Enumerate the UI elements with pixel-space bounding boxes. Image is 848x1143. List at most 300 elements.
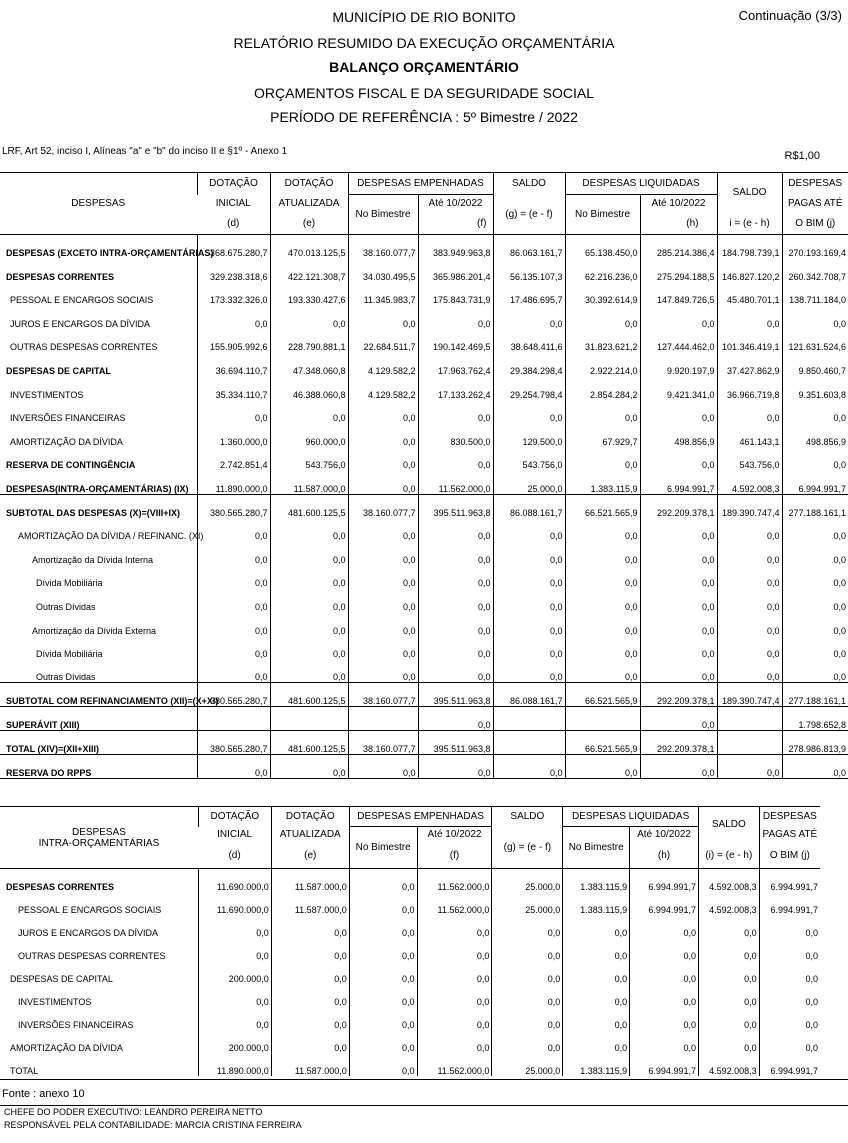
cell-value: 6.994.991,7 xyxy=(630,1053,699,1076)
cell-value: 0,0 xyxy=(565,447,640,471)
row-label: DESPESAS (EXCETO INTRA-ORÇAMENTÁRIAS) xyxy=(6,248,214,259)
col-header-intra-label: INTRA-ORÇAMENTÁRIAS xyxy=(38,837,160,849)
cell-value: 0,0 xyxy=(630,938,699,961)
row-label: DESPESAS CORRENTES xyxy=(6,882,115,892)
cell-value: 0,0 xyxy=(640,565,717,589)
cell-value: 0,0 xyxy=(782,400,848,424)
cell-value: 0,0 xyxy=(759,915,820,938)
cell-value: 0,0 xyxy=(418,755,493,779)
cell-value: 0,0 xyxy=(270,518,348,542)
cell-value: 11.690.000,0 xyxy=(198,892,271,915)
cell-value: 0,0 xyxy=(630,961,699,984)
cell-value: 11.587.000,0 xyxy=(271,1053,349,1076)
cell-value: 189.390.747,4 xyxy=(717,683,782,707)
cell-value: 0,0 xyxy=(271,1030,349,1053)
cell-value: 0,0 xyxy=(349,892,417,915)
cell-value: 0,0 xyxy=(418,612,493,636)
continuation-label: Continuação (3/3) xyxy=(738,8,842,23)
cell-value: 0,0 xyxy=(493,659,565,683)
table-row xyxy=(0,565,848,589)
cell-value: 1.383.115,9 xyxy=(563,1053,630,1076)
cell-value: 0,0 xyxy=(759,1030,820,1053)
cell-value: 0,0 xyxy=(493,755,565,779)
cell-value: 0,0 xyxy=(717,400,782,424)
col-header-h: (h) xyxy=(640,213,717,235)
cell-value: 0,0 xyxy=(565,400,640,424)
cell-value: 0,0 xyxy=(565,518,640,542)
cell-value: 0,0 xyxy=(493,541,565,565)
cell-value: 270.193.169,4 xyxy=(782,235,848,259)
cell-value: 173.332.326,0 xyxy=(197,282,270,306)
cell-value: 0,0 xyxy=(717,659,782,683)
cell-value: 0,0 xyxy=(418,565,493,589)
table-row xyxy=(0,659,848,683)
row-label: PESSOAL E ENCARGOS SOCIAIS xyxy=(18,905,162,915)
cell-value: 0,0 xyxy=(630,915,699,938)
cell-value: 0,0 xyxy=(198,938,271,961)
table-row xyxy=(0,1053,820,1076)
cell-value: 4.592.008,3 xyxy=(717,470,782,494)
col-header-e: (e) xyxy=(270,213,348,235)
executive-signature: CHEFE DO PODER EXECUTIVO: LEANDRO PEREIRA NETTO xyxy=(4,1107,263,1117)
cell-value: 38.160.077,7 xyxy=(348,494,418,518)
budget-table xyxy=(0,172,848,779)
cell-value: 86.088.161,7 xyxy=(493,494,565,518)
cell-value: 101.346.419,1 xyxy=(717,329,782,353)
col-header-d: (d) xyxy=(228,849,241,861)
cell-value xyxy=(493,731,565,755)
cell-value: 0,0 xyxy=(563,1030,630,1053)
cell-value: 6.994.991,7 xyxy=(782,470,848,494)
cell-value: 0,0 xyxy=(782,636,848,660)
cell-value: 0,0 xyxy=(198,915,271,938)
cell-value: 0,0 xyxy=(698,984,759,1007)
cell-value: 0,0 xyxy=(717,612,782,636)
accountant-signature: RESPONSÁVEL PELA CONTABILIDADE: MARCIA CRISTINA FERREIRA xyxy=(4,1120,302,1130)
row-label: JUROS E ENCARGOS DA DÍVIDA xyxy=(18,928,159,938)
cell-value: 146.827.120,2 xyxy=(717,258,782,282)
cell-value: 6.994.991,7 xyxy=(630,869,699,893)
cell-value: 200.000,0 xyxy=(198,961,271,984)
cell-value: 470.013.125,5 xyxy=(270,235,348,259)
cell-value: 0,0 xyxy=(270,755,348,779)
cell-value: 277.188.161,1 xyxy=(782,683,848,707)
cell-value: 0,0 xyxy=(563,915,630,938)
cell-value: 0,0 xyxy=(349,1007,417,1030)
col-header-liquidadas: DESPESAS LIQUIDADAS xyxy=(563,807,699,827)
table-row xyxy=(0,376,848,400)
table-row xyxy=(0,755,848,779)
cell-value: 0,0 xyxy=(197,636,270,660)
row-label: INVERSÕES FINANCEIRAS xyxy=(18,1020,134,1030)
col-header-saldo-g: SALDO xyxy=(492,807,563,827)
cell-value: 38.160.077,7 xyxy=(348,235,418,259)
cell-value: 0,0 xyxy=(348,565,418,589)
table2-bottom-rule xyxy=(0,1079,848,1080)
cell-value: 36.966.719,8 xyxy=(717,376,782,400)
row-label: INVESTIMENTOS xyxy=(18,997,92,1007)
cell-value: 0,0 xyxy=(698,1007,759,1030)
cell-value: 175.843.731,9 xyxy=(418,282,493,306)
col-header-saldo-g: SALDO xyxy=(493,173,565,195)
table-row xyxy=(0,423,848,447)
cell-value: 0,0 xyxy=(493,518,565,542)
cell-value: 0,0 xyxy=(197,755,270,779)
row-label: Dívida Mobiliária xyxy=(36,649,103,660)
col-header-saldo-g-formula: (g) = (e - f) xyxy=(493,195,565,235)
col-header-f: (f) xyxy=(417,843,492,869)
cell-value: 481.600.125,5 xyxy=(270,683,348,707)
cell-value: 0,0 xyxy=(630,1030,699,1053)
cell-value: 0,0 xyxy=(417,961,492,984)
cell-value: 383.949.963,8 xyxy=(418,235,493,259)
cell-value: 0,0 xyxy=(197,588,270,612)
cell-value: 62.216.236,0 xyxy=(565,258,640,282)
table-row xyxy=(0,612,848,636)
cell-value: 0,0 xyxy=(565,636,640,660)
col-header-emp-ate: Até 10/2022 xyxy=(417,827,492,843)
cell-value: 0,0 xyxy=(782,518,848,542)
cell-value: 0,0 xyxy=(717,565,782,589)
row-label: AMORTIZAÇÃO DA DÍVIDA xyxy=(10,436,123,447)
cell-value: 365.986.201,4 xyxy=(418,258,493,282)
table-row xyxy=(0,869,820,893)
col-header-atualizada: ATUALIZADA xyxy=(271,827,349,843)
cell-value: 0,0 xyxy=(348,588,418,612)
cell-value: 4.592.008,3 xyxy=(698,1053,759,1076)
row-label: TOTAL xyxy=(10,1066,39,1076)
cell-value: 0,0 xyxy=(270,588,348,612)
cell-value: 0,0 xyxy=(348,447,418,471)
cell-value: 0,0 xyxy=(565,755,640,779)
cell-value: 2.742.851,4 xyxy=(197,447,270,471)
cell-value: 0,0 xyxy=(492,984,563,1007)
cell-value: 34.030.495,5 xyxy=(348,258,418,282)
row-label: OUTRAS DESPESAS CORRENTES xyxy=(10,342,158,353)
cell-value: 292.209.378,1 xyxy=(640,494,717,518)
cell-value: 0,0 xyxy=(197,659,270,683)
cell-value: 277.188.161,1 xyxy=(782,494,848,518)
cell-value: 2.854.284,2 xyxy=(565,376,640,400)
cell-value: 0,0 xyxy=(640,541,717,565)
cell-value xyxy=(348,707,418,731)
col-header-pagas: DESPESAS xyxy=(782,173,848,195)
table-row xyxy=(0,683,848,707)
col-header-dotacao-inicial: DOTAÇÃO xyxy=(198,807,271,827)
report-subtitle: BALANÇO ORÇAMENTÁRIO xyxy=(329,59,519,75)
cell-value: 1.383.115,9 xyxy=(563,892,630,915)
cell-value: 0,0 xyxy=(640,707,717,731)
table-row xyxy=(0,258,848,282)
cell-value xyxy=(493,707,565,731)
cell-value: 147.849.726,5 xyxy=(640,282,717,306)
cell-value: 0,0 xyxy=(640,588,717,612)
cell-value: 0,0 xyxy=(271,984,349,1007)
cell-value: 0,0 xyxy=(417,1030,492,1053)
col-header-emp-bimestre: No Bimestre xyxy=(348,195,418,235)
cell-value: 0,0 xyxy=(759,961,820,984)
col-header-pagas-ate: PAGAS ATÉ xyxy=(759,827,820,843)
table-row xyxy=(0,470,848,494)
col-header-despesas: DESPESAS xyxy=(71,198,126,209)
cell-value: 0,0 xyxy=(565,305,640,329)
cell-value: 498.856,9 xyxy=(782,423,848,447)
cell-value: 9.850.460,7 xyxy=(782,352,848,376)
cell-value: 0,0 xyxy=(348,541,418,565)
row-label: DESPESAS CORRENTES xyxy=(6,271,115,282)
table-row xyxy=(0,961,820,984)
cell-value: 0,0 xyxy=(348,636,418,660)
col-header-e: (e) xyxy=(271,843,349,869)
cell-value xyxy=(717,731,782,755)
cell-value: 0,0 xyxy=(563,984,630,1007)
cell-value: 0,0 xyxy=(492,1030,563,1053)
cell-value: 0,0 xyxy=(418,541,493,565)
cell-value: 66.521.565,9 xyxy=(565,494,640,518)
cell-value: 0,0 xyxy=(640,400,717,424)
table-row xyxy=(0,400,848,424)
cell-value: 4.592.008,3 xyxy=(698,892,759,915)
cell-value: 0,0 xyxy=(270,612,348,636)
cell-value: 461.143,1 xyxy=(717,423,782,447)
cell-value: 2.922.214,0 xyxy=(565,352,640,376)
col-header-inicial: INICIAL xyxy=(217,829,253,840)
cell-value: 0,0 xyxy=(270,636,348,660)
cell-value: 0,0 xyxy=(759,938,820,961)
lrf-reference: LRF, Art 52, inciso I, Alíneas "a" e "b" do inciso II e §1º - Anexo 1 xyxy=(2,146,288,157)
row-label: JUROS E ENCARGOS DA DÍVIDA xyxy=(10,318,151,329)
cell-value: 0,0 xyxy=(271,938,349,961)
cell-value: 0,0 xyxy=(270,659,348,683)
cell-value: 0,0 xyxy=(198,1007,271,1030)
cell-value: 0,0 xyxy=(271,915,349,938)
cell-value: 0,0 xyxy=(197,541,270,565)
cell-value: 0,0 xyxy=(565,565,640,589)
cell-value: 0,0 xyxy=(349,938,417,961)
table-row xyxy=(0,892,820,915)
cell-value: 4.129.582,2 xyxy=(348,376,418,400)
cell-value: 0,0 xyxy=(492,1007,563,1030)
col-header-saldo-g-formula: (g) = (e - f) xyxy=(492,827,563,869)
cell-value: 380.565.280,7 xyxy=(197,683,270,707)
cell-value: 260.342.708,7 xyxy=(782,258,848,282)
row-label: DESPESAS(INTRA-ORÇAMENTÁRIAS) (IX) xyxy=(6,483,189,494)
cell-value: 543.756,0 xyxy=(493,447,565,471)
cell-value: 0,0 xyxy=(197,612,270,636)
table-row xyxy=(0,329,848,353)
col-header-h: (h) xyxy=(630,843,699,869)
cell-value: 0,0 xyxy=(782,541,848,565)
cell-value: 0,0 xyxy=(198,984,271,1007)
row-label: AMORTIZAÇÃO DA DÍVIDA / REFINANC. (XI) xyxy=(18,531,204,542)
source-note: Fonte : anexo 10 xyxy=(2,1088,85,1100)
cell-value: 25.000,0 xyxy=(492,1053,563,1076)
cell-value: 184.798.739,1 xyxy=(717,235,782,259)
cell-value: 422.121.308,7 xyxy=(270,258,348,282)
cell-value: 0,0 xyxy=(782,612,848,636)
cell-value: 0,0 xyxy=(349,1030,417,1053)
table-row xyxy=(0,235,848,259)
cell-value: 0,0 xyxy=(418,400,493,424)
cell-value: 86.088.161,7 xyxy=(493,683,565,707)
cell-value: 0,0 xyxy=(349,1053,417,1076)
row-label: DESPESAS DE CAPITAL xyxy=(6,366,111,377)
row-label: DESPESAS DE CAPITAL xyxy=(10,974,113,984)
cell-value: 0,0 xyxy=(563,1007,630,1030)
cell-value: 11.587.000,0 xyxy=(271,869,349,893)
cell-value: 0,0 xyxy=(348,423,418,447)
col-header-saldo-i: SALDO xyxy=(717,173,782,213)
cell-value: 0,0 xyxy=(640,659,717,683)
cell-value: 66.521.565,9 xyxy=(565,731,640,755)
col-header-liq-bimestre: No Bimestre xyxy=(563,827,630,869)
cell-value: 0,0 xyxy=(197,518,270,542)
cell-value: 0,0 xyxy=(271,1007,349,1030)
cell-value: 395.511.963,8 xyxy=(418,494,493,518)
cell-value: 0,0 xyxy=(563,938,630,961)
col-header-dotacao-inicial: DOTAÇÃO xyxy=(197,173,270,195)
cell-value: 11.345.983,7 xyxy=(348,282,418,306)
cell-value: 0,0 xyxy=(640,447,717,471)
cell-value: 0,0 xyxy=(698,1030,759,1053)
col-header-atualizada: ATUALIZADA xyxy=(270,195,348,213)
cell-value: 1.383.115,9 xyxy=(563,869,630,893)
cell-value: 0,0 xyxy=(270,565,348,589)
cell-value: 0,0 xyxy=(563,961,630,984)
cell-value: 11.890.000,0 xyxy=(197,470,270,494)
cell-value: 17.486.695,7 xyxy=(493,282,565,306)
cell-value: 0,0 xyxy=(640,612,717,636)
cell-value: 0,0 xyxy=(782,447,848,471)
cell-value: 0,0 xyxy=(630,984,699,1007)
cell-value: 0,0 xyxy=(418,518,493,542)
cell-value: 189.390.747,4 xyxy=(717,494,782,518)
col-header-obim: O BIM (j) xyxy=(759,843,820,869)
cell-value: 380.565.280,7 xyxy=(197,731,270,755)
cell-value: 6.994.991,7 xyxy=(759,892,820,915)
table-row xyxy=(0,305,848,329)
table-row xyxy=(0,636,848,660)
cell-value: 543.756,0 xyxy=(270,447,348,471)
cell-value: 200.000,0 xyxy=(198,1030,271,1053)
cell-value: 46.388.060,8 xyxy=(270,376,348,400)
table-row xyxy=(0,447,848,471)
table-row xyxy=(0,352,848,376)
col-header-liq-ate: Até 10/2022 xyxy=(640,195,717,213)
row-label: Outras Dívidas xyxy=(36,672,96,683)
table-row xyxy=(0,984,820,1007)
cell-value: 11.562.000,0 xyxy=(417,1053,492,1076)
cell-value: 0,0 xyxy=(349,961,417,984)
cell-value: 86.063.161,7 xyxy=(493,235,565,259)
cell-value: 0,0 xyxy=(418,659,493,683)
row-label: PESSOAL E ENCARGOS SOCIAIS xyxy=(10,295,154,306)
cell-value: 38.648.411,6 xyxy=(493,329,565,353)
report-municipality: MUNICÍPIO DE RIO BONITO xyxy=(332,9,516,25)
col-header-liq-ate: Até 10/2022 xyxy=(630,827,699,843)
row-label: RESERVA DO RPPS xyxy=(6,768,92,779)
cell-value: 0,0 xyxy=(418,707,493,731)
cell-value: 292.209.378,1 xyxy=(640,683,717,707)
col-header-despesas-label: DESPESAS xyxy=(71,826,126,838)
cell-value: 38.160.077,7 xyxy=(348,731,418,755)
cell-value: 0,0 xyxy=(717,305,782,329)
cell-value: 0,0 xyxy=(782,755,848,779)
row-label: SUBTOTAL DAS DESPESAS (X)=(VIII+IX) xyxy=(6,507,181,518)
cell-value: 127.444.462,0 xyxy=(640,329,717,353)
row-label: Amortização da Dívida Interna xyxy=(32,554,154,565)
cell-value: 0,0 xyxy=(348,470,418,494)
row-label: SUBTOTAL COM REFINANCIAMENTO (XII)=(X+XI) xyxy=(6,696,219,707)
col-header-dotacao-atualizada: DOTAÇÃO xyxy=(270,173,348,195)
cell-value: 1.798.652,8 xyxy=(782,707,848,731)
cell-value: 0,0 xyxy=(493,565,565,589)
table-row xyxy=(0,588,848,612)
cell-value: 0,0 xyxy=(418,305,493,329)
table-row xyxy=(0,494,848,518)
cell-value: 17.133.262,4 xyxy=(418,376,493,400)
cell-value: 29.384.298,4 xyxy=(493,352,565,376)
cell-value: 0,0 xyxy=(565,612,640,636)
cell-value: 25.000,0 xyxy=(493,470,565,494)
cell-value: 0,0 xyxy=(417,984,492,1007)
cell-value: 6.994.991,7 xyxy=(640,470,717,494)
cell-value: 0,0 xyxy=(492,961,563,984)
row-label: Dívida Mobiliária xyxy=(36,578,103,589)
table-row xyxy=(0,938,820,961)
cell-value: 285.214.386,4 xyxy=(640,235,717,259)
cell-value: 155.905.992,6 xyxy=(197,329,270,353)
cell-value: 30.392.614,9 xyxy=(565,282,640,306)
cell-value: 481.600.125,5 xyxy=(270,494,348,518)
cell-value: 0,0 xyxy=(197,565,270,589)
cell-value: 9.351.603,8 xyxy=(782,376,848,400)
cell-value: 45.480.701,1 xyxy=(717,282,782,306)
cell-value: 11.562.000,0 xyxy=(417,869,492,893)
cell-value: 543.756,0 xyxy=(717,447,782,471)
cell-value: 11.587.000,0 xyxy=(271,892,349,915)
cell-value: 37.427.862,9 xyxy=(717,352,782,376)
cell-value: 0,0 xyxy=(782,659,848,683)
col-header-inicial: INICIAL xyxy=(215,198,251,209)
cell-value: 36.694.110,7 xyxy=(197,352,270,376)
col-header-obim: O BIM (j) xyxy=(782,213,848,235)
cell-value: 0,0 xyxy=(197,400,270,424)
col-header-liq-bimestre: No Bimestre xyxy=(565,195,640,235)
cell-value xyxy=(270,707,348,731)
cell-value: 380.565.280,7 xyxy=(197,494,270,518)
report-period: PERÍODO DE REFERÊNCIA : 5º Bimestre / 2022 xyxy=(270,109,578,125)
cell-value: 0,0 xyxy=(565,588,640,612)
cell-value: 329.238.318,6 xyxy=(197,258,270,282)
col-header-pagas: DESPESAS xyxy=(759,807,820,827)
cell-value: 31.823.621,2 xyxy=(565,329,640,353)
cell-value: 0,0 xyxy=(271,961,349,984)
row-label: RESERVA DE CONTINGÊNCIA xyxy=(6,460,136,471)
intra-budget-table xyxy=(0,806,820,1076)
cell-value: 960.000,0 xyxy=(270,423,348,447)
cell-value: 138.711.184,0 xyxy=(782,282,848,306)
cell-value: 0,0 xyxy=(417,915,492,938)
col-header-d: (d) xyxy=(227,217,240,229)
cell-value: 275.294.188,5 xyxy=(640,258,717,282)
cell-value: 0,0 xyxy=(348,305,418,329)
col-header-emp-bimestre: No Bimestre xyxy=(349,827,417,869)
cell-value xyxy=(717,707,782,731)
report-title: RELATÓRIO RESUMIDO DA EXECUÇÃO ORÇAMENTÁRIA xyxy=(233,35,615,51)
cell-value: 498.856,9 xyxy=(640,423,717,447)
footer-rule xyxy=(0,1105,848,1106)
